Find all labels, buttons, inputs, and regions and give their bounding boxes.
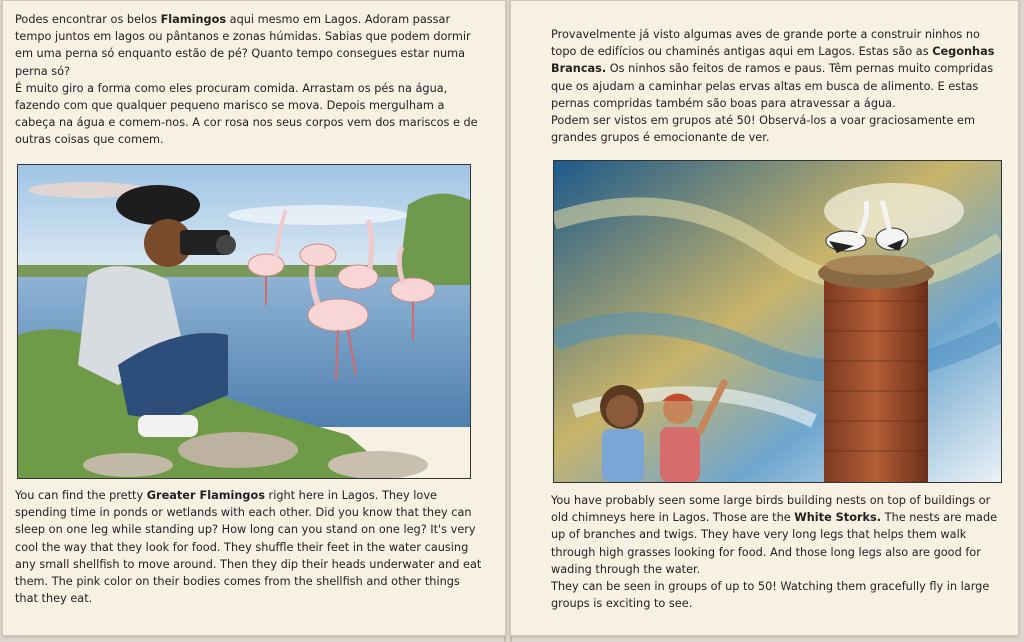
flamingo-pt-paragraph-2: É muito giro a forma como eles procuram comida. Arrastam os pés na água, fazendo com que qualquer pequeno marisco se mova. Depois mergulham a cabeça na água e comem-nos. A cor rosa nos seus corpos vem dos mariscos e de outras coisas que comem. (15, 81, 478, 147)
flamingo-en-paragraph: You can find the pretty Greater Flamingos right here in Lagos. They love spending time in ponds or wetlands with each other. Did you know that they can sleep on one leg while standing up? How long can you stand on one leg? It's very cool the way that they look for food. They shuffle their feet in the water causing any small shellfish to move around. Then they dip their heads underwater and eat them. The pink color on their bodies comes from the shellfish and other things that they eat. (15, 489, 482, 606)
stork-en-paragraph-1: You have probably seen some large birds building nests on top of buildings or old chimneys here in Lagos. Those are the White Storks. The nests are made up of branches and twigs. They have very long legs that helps them walk through high grasses looking for food. And those long legs also are good for wading through the water. (551, 494, 998, 576)
flamingo-pt-paragraph-1: Podes encontrar os belos Flamingos aqui mesmo em Lagos. Adoram passar tempo juntos em lagos ou pântanos e zonas húmidas. Sabias que podem dormir em uma perna só enquanto estão de pé? Quanto tempo consegues estar numa perna só? (15, 13, 471, 78)
stork-text-pt (551, 26, 1006, 146)
left-page (2, 0, 506, 636)
flamingo-en-bold: Greater Flamingos (146, 489, 265, 502)
flamingo-pt-bold: Flamingos (160, 13, 227, 26)
stork-pt-paragraph-2: Podem ser vistos em grupos até 50! Observá-los a voar graciosamente em grandes grupos é emocionante de ver. (551, 114, 975, 145)
stork-en-bold: White Storks. (794, 511, 882, 525)
flamingo-illustration (17, 164, 471, 479)
stork-en-paragraph-2: They can be seen in groups of up to 50! Watching them gracefully fly in large groups is exciting to see. (551, 580, 990, 611)
stork-pt-bold: Cegonhas Brancas. (551, 45, 995, 76)
stork-illustration (553, 160, 1002, 483)
right-page (510, 0, 1019, 636)
flamingo-text-pt (15, 11, 485, 149)
stork-text-en (551, 492, 1006, 612)
stork-pt-paragraph-1: Provavelmente já visto algumas aves de grande porte a construir ninhos no topo de edifícios ou chaminés antigas aqui em Lagos. Estas são as Cegonhas Brancas. Os ninhos são feitos de ramos e paus. Têm pernas muito compridas que os ajudam a caminhar pelas ervas altas em busca de alimento. E estas pernas compridas também são boas para atravessar a água. (551, 28, 995, 110)
flamingo-text-en (15, 487, 485, 607)
